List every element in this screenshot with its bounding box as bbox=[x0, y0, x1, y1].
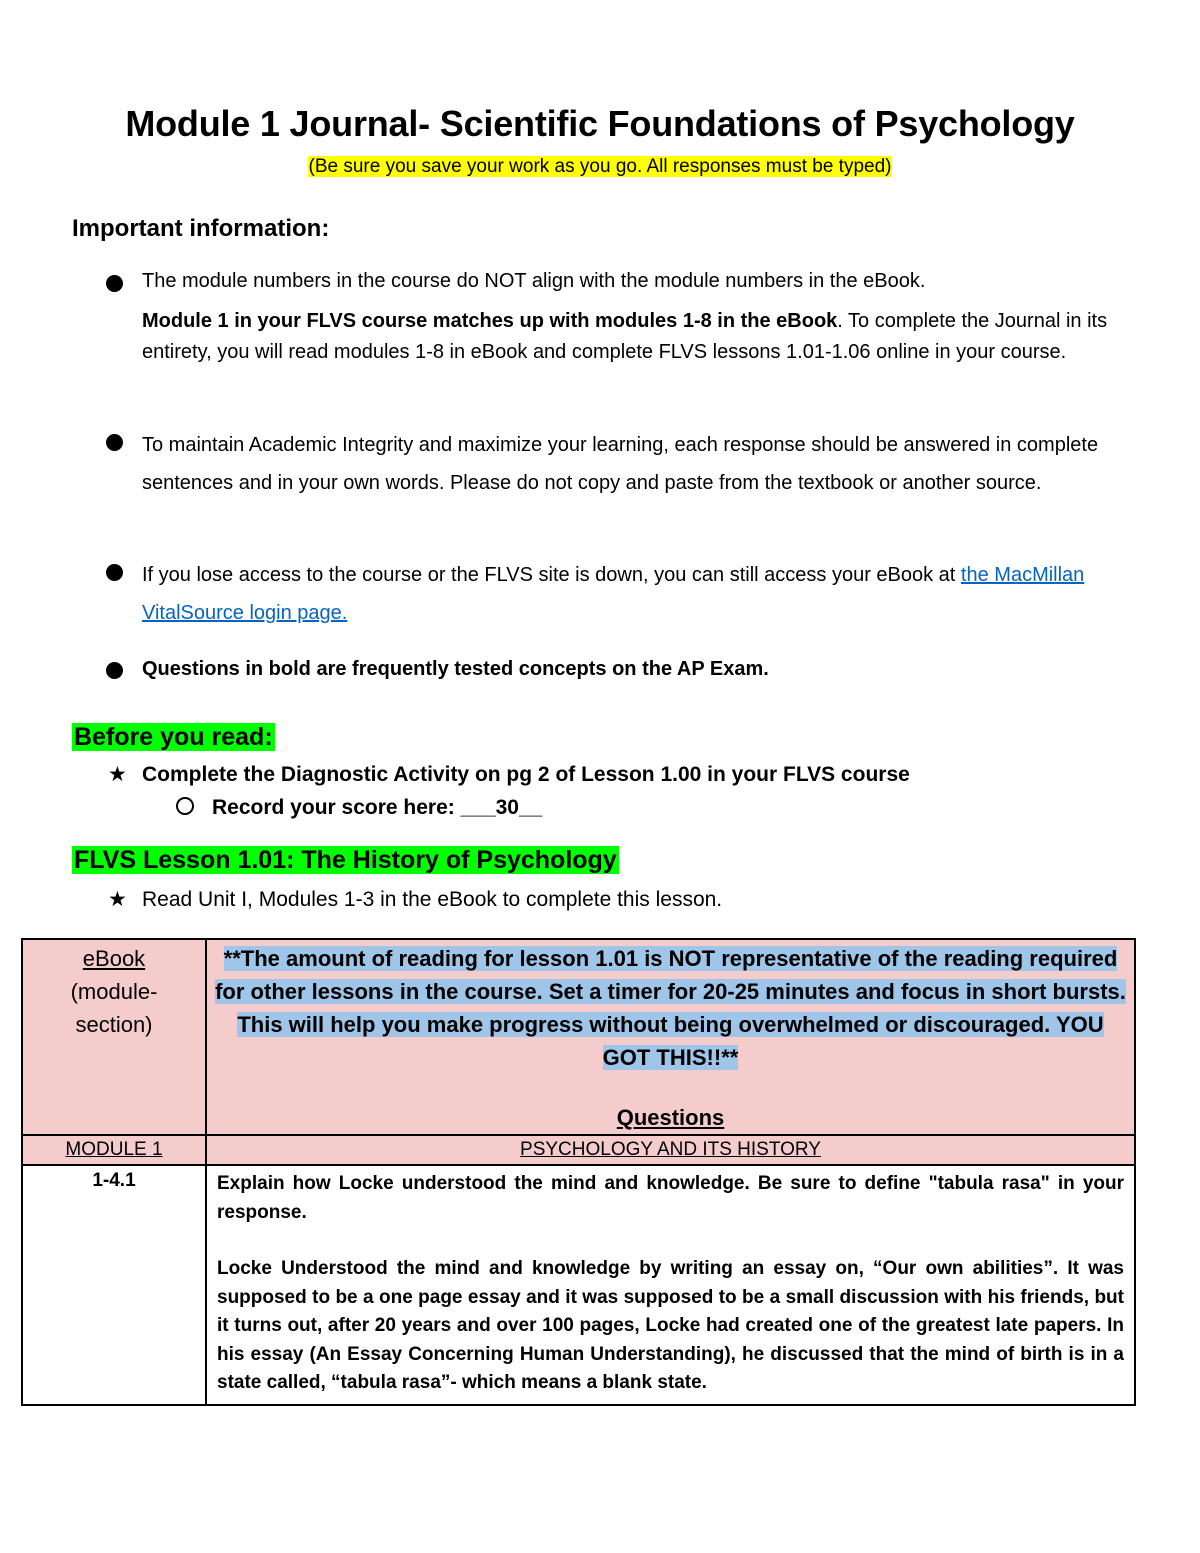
lesson-heading-text: FLVS Lesson 1.01: The History of Psychology bbox=[74, 846, 617, 874]
bullet-dot-icon bbox=[106, 434, 123, 451]
bullet-text: To maintain Academic Integrity and maximize your learning, each response should be answered in complete sentences and in your own words. Please do not copy and paste from the textbook or another source. bbox=[142, 434, 1099, 494]
vitalsource-login-link[interactable]: the MacMillan VitalSource login page. bbox=[142, 564, 1085, 624]
ebook-sub-label: (module- bbox=[70, 979, 158, 1004]
circle-bullet-icon bbox=[176, 797, 194, 815]
ebook-header-cell bbox=[22, 939, 206, 1135]
lesson-heading bbox=[72, 846, 619, 875]
ebook-sub-label: section) bbox=[75, 1012, 153, 1037]
bullet-text: The module numbers in the course do NOT align with the module numbers in the eBook. bbox=[142, 270, 926, 292]
score-record bbox=[176, 796, 542, 820]
table-row bbox=[22, 1165, 1135, 1405]
notice-header-cell bbox=[206, 939, 1135, 1135]
bullet-detail bbox=[142, 306, 1132, 368]
page-title: Module 1 Journal- Scientific Foundations of Psychology bbox=[125, 103, 1075, 144]
important-heading: Important information: bbox=[72, 215, 330, 242]
score-record-text: Record your score here: ___30__ bbox=[212, 796, 543, 819]
before-read-heading bbox=[72, 723, 275, 752]
bullet-access-text: If you lose access to the course or the FLVS site is down, you can still access your eBook at bbox=[142, 564, 956, 586]
bullet-text: Questions in bold are frequently tested concepts on the AP Exam. bbox=[142, 658, 769, 680]
bullet-dot-icon bbox=[106, 564, 123, 581]
module-title: PSYCHOLOGY AND ITS HISTORY bbox=[206, 1135, 1135, 1165]
bullet-detail-text: . To complete the Journal in its entirety, you will read modules 1-8 in eBook and complete FLVS lessons 1.01-1.06 online in your course. bbox=[142, 310, 1108, 363]
lesson-item-text: Read Unit I, Modules 1-3 in the eBook to complete this lesson. bbox=[142, 888, 723, 911]
bullet-dot-icon bbox=[106, 662, 123, 679]
lesson-item bbox=[108, 887, 722, 912]
before-read-item-text: Complete the Diagnostic Activity on pg 2 of Lesson 1.00 in your FLVS course bbox=[142, 763, 910, 786]
bullet-text bbox=[142, 556, 1132, 632]
questions-label: Questions bbox=[616, 1105, 725, 1130]
star-icon: ★ bbox=[108, 763, 127, 786]
subtitle: (Be sure you save your work as you go. All responses must be typed) bbox=[308, 156, 892, 177]
table-header-row bbox=[22, 939, 1135, 1135]
before-read-heading-text: Before you read: bbox=[74, 723, 273, 751]
star-icon: ★ bbox=[108, 888, 127, 911]
reading-notice: **The amount of reading for lesson 1.01 is NOT representative of the reading required for other lessons in the course. Set a timer for 20-25 minutes and focus in short bursts. This will help you make progress without being overwhelmed or discouraged. YOU GOT THIS!!** bbox=[215, 946, 1126, 1070]
module-label: MODULE 1 bbox=[22, 1135, 206, 1165]
subtitle-container bbox=[0, 156, 1200, 178]
module-row bbox=[22, 1135, 1135, 1165]
section-number: 1-4.1 bbox=[22, 1165, 206, 1405]
answer-text[interactable]: Locke Understood the mind and knowledge by writing an essay on, “Our own abilities”. It was supposed to be a one page essay and it was supposed to be a small discussion with his friends, but it turns out, after 20 years and over 100 pages, Locke had created one of the greatest late papers. In his essay (An Essay Concerning Human Understanding), he discussed that the mind of birth is in a state called, “tabula rasa”- which means a blank state. bbox=[217, 1258, 1124, 1393]
journal-table bbox=[21, 938, 1136, 1406]
bullet-dot-icon bbox=[106, 275, 123, 292]
bullet-bold-text: Module 1 in your FLVS course matches up with modules 1-8 in the eBook bbox=[142, 310, 838, 332]
ebook-label: eBook bbox=[82, 946, 146, 971]
before-read-item bbox=[108, 762, 910, 787]
question-text: Explain how Locke understood the mind and knowledge. Be sure to define "tabula rasa" in your response. bbox=[217, 1173, 1124, 1223]
question-answer-cell[interactable] bbox=[206, 1165, 1135, 1405]
